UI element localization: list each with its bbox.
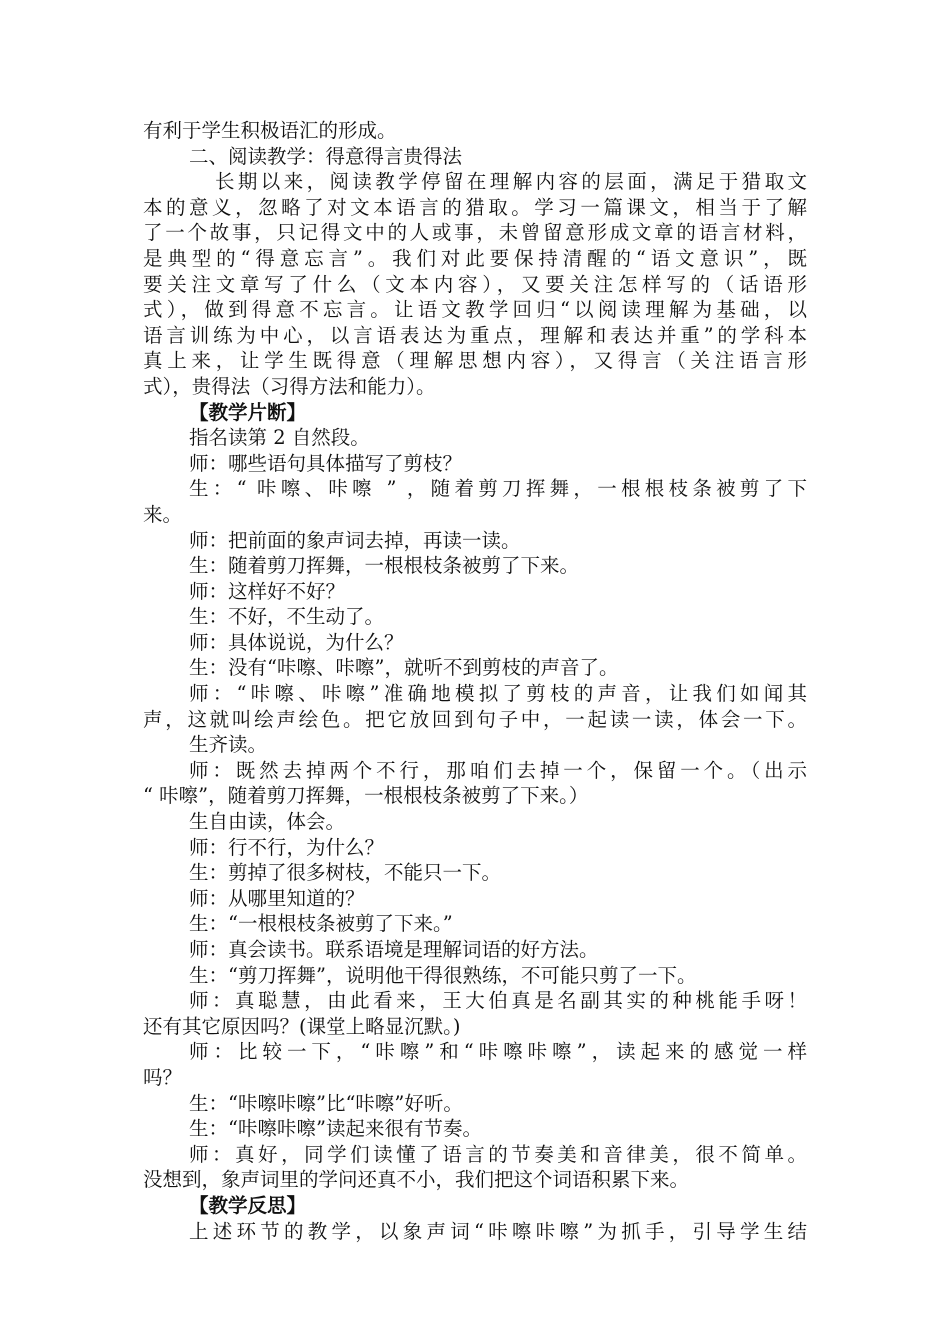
paragraph-line: 长期以来，阅读教学停留在理解内容的层面，满足于猎取文 xyxy=(215,170,807,194)
document-body xyxy=(143,118,807,1244)
dialogue-line: 生：随着剪刀挥舞，一根根枝条被剪了下来。 xyxy=(189,554,580,578)
dialogue-line: 师：真聪慧，由此看来，王大伯真是名副其实的种桃能手呀！ xyxy=(189,989,807,1013)
dialogue-line: 师：真会读书。联系语境是理解词语的好方法。 xyxy=(189,938,599,961)
dialogue-line: 生：“一根根枝条被剪了下来。” xyxy=(189,912,453,936)
paragraph-line: 了一个故事，只记得文中的人或事，未曾留意形成文章的语言材料， xyxy=(143,221,807,245)
dialogue-line: 生：“ 咔嚓、咔嚓 ” ，随着剪刀挥舞，一根根枝条被剪了下 xyxy=(189,477,807,501)
dialogue-line: 指名读第 2 自然段。 xyxy=(189,426,370,450)
dialogue-line: 生：“咔嚓咔嚓”读起来很有节奏。 xyxy=(189,1117,482,1141)
dialogue-line: 师：具体说说，为什么？ xyxy=(189,630,404,654)
dialogue-line: 生：剪掉了很多树枝，不能只一下。 xyxy=(189,861,502,885)
dialogue-line: 生齐读。 xyxy=(189,733,268,757)
dialogue-line: “ 咔嚓”，随着剪刀挥舞，一根根枝条被剪了下来。） xyxy=(143,784,589,808)
dialogue-line: 还有其它原因吗？(课堂上略显沉默。) xyxy=(143,1014,461,1038)
paragraph-line: 是典型的“得意忘言”。我们对此要保持清醒的“语文意识”，既 xyxy=(143,246,807,270)
dialogue-line: 生：不好，不生动了。 xyxy=(189,605,385,629)
section-heading: 二、阅读教学：得意得言贵得法 xyxy=(189,144,463,168)
dialogue-line: 没想到，象声词里的学问还真不小，我们把这个词语积累下来。 xyxy=(143,1168,690,1192)
subheading-teaching-reflection: 【教学反思】 xyxy=(189,1193,307,1217)
dialogue-line: 生：“咔嚓咔嚓”比“咔嚓”好听。 xyxy=(189,1091,463,1115)
dialogue-line: 师：“咔嚓、咔嚓”准确地模拟了剪枝的声音，让我们如闻其 xyxy=(189,682,807,706)
dialogue-line: 来。 xyxy=(143,502,183,526)
dialogue-line: 生：“剪刀挥舞”，说明他干得很熟练，不可能只剪了一下。 xyxy=(189,963,697,987)
dialogue-line: 师：从哪里知道的？ xyxy=(189,886,365,910)
dialogue-line: 师：比较一下，“咔嚓”和“咔嚓咔嚓”，读起来的感觉一样 xyxy=(189,1040,807,1064)
paragraph-line: 上述环节的教学，以象声词“咔嚓咔嚓”为抓手，引导学生结 xyxy=(189,1219,807,1243)
paragraph-line: 要关注文章写了什么（文本内容），又要关注怎样写的（话语形 xyxy=(143,272,807,296)
paragraph-line: 式），做到得意不忘言。让语文教学回归“以阅读理解为基础，以 xyxy=(143,298,807,322)
paragraph-line: 真上来，让学生既得意（理解思想内容），又得言（关注语言形 xyxy=(143,349,807,373)
dialogue-line: 吗？ xyxy=(143,1065,183,1089)
paragraph-line: 式），贵得法（习得方法和能力）。 xyxy=(143,374,436,398)
dialogue-line: 师：行不行，为什么？ xyxy=(189,835,385,859)
dialogue-line: 师：把前面的象声词去掉，再读一读。 xyxy=(189,528,521,552)
dialogue-line: 师：既然去掉两个不行，那咱们去掉一个，保留一个。（出示 xyxy=(189,758,807,782)
dialogue-line: 生自由读，体会。 xyxy=(189,810,346,834)
paragraph-line: 语言训练为中心，以言语表达为重点，理解和表达并重”的学科本 xyxy=(143,323,807,347)
dialogue-line: 师：哪些语句具体描写了剪枝？ xyxy=(189,451,463,475)
text-line: 有利于学生积极语汇的形成。 xyxy=(143,119,397,142)
dialogue-line: 师：真好，同学们读懂了语言的节奏美和音律美，很不简单。 xyxy=(189,1142,807,1166)
subheading-teaching-excerpt: 【教学片断】 xyxy=(189,400,307,424)
paragraph-line: 本的意义，忽略了对文本语言的猎取。学习一篇课文，相当于了解 xyxy=(143,195,807,219)
dialogue-line: 师：这样好不好？ xyxy=(189,579,346,603)
dialogue-line: 声，这就叫绘声绘色。把它放回到句子中，一起读一读，体会一下。 xyxy=(143,707,807,731)
dialogue-line: 生：没有“咔嚓、咔嚓”，就听不到剪枝的声音了。 xyxy=(189,656,619,680)
